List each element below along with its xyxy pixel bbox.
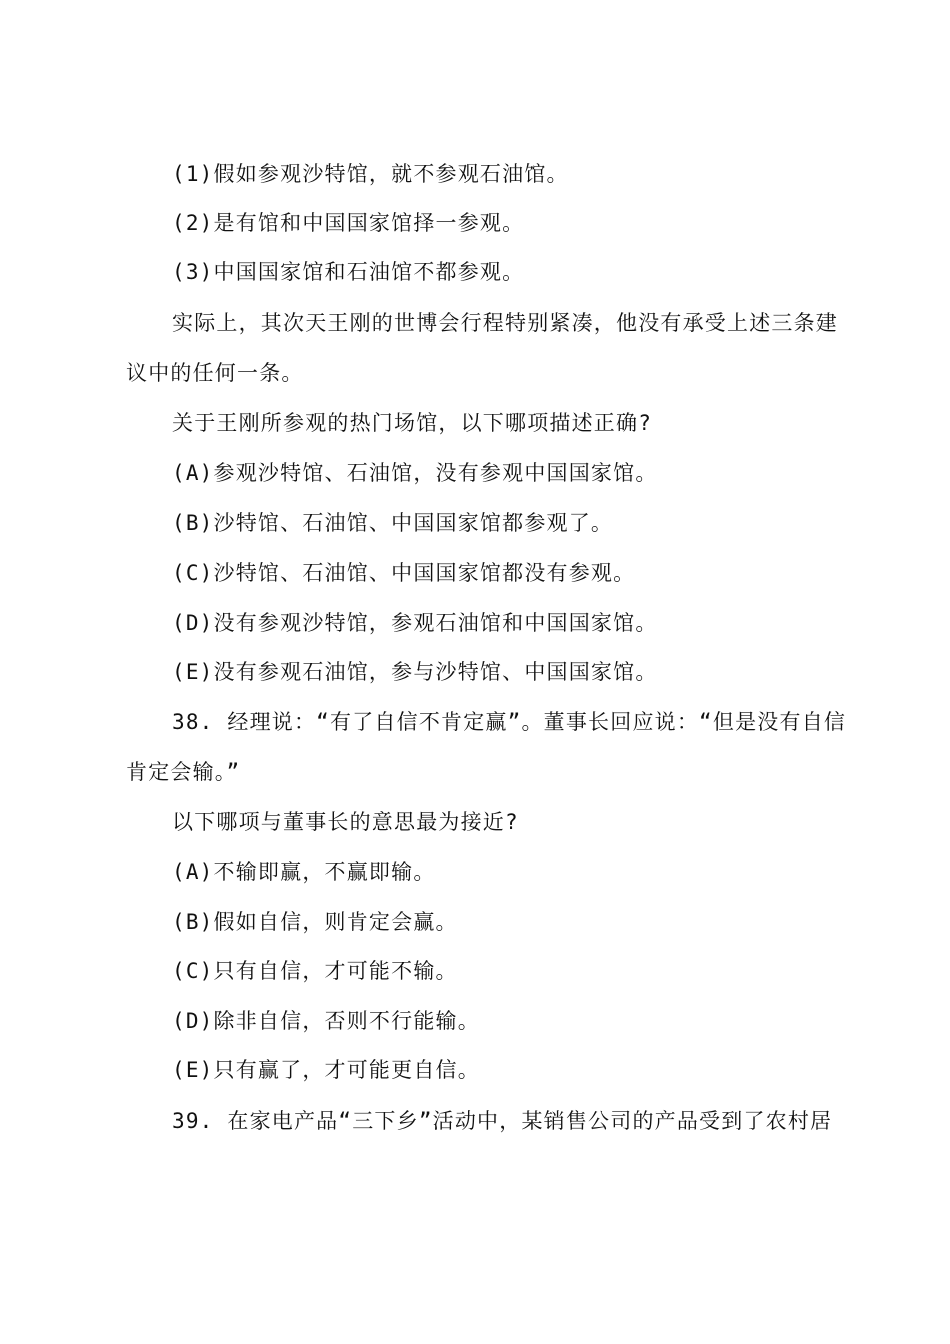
- option-c: (C)只有自信，才可能不输。: [172, 959, 458, 983]
- premise-1: (1)假如参观沙特馆，就不参观石油馆。: [172, 162, 569, 186]
- question-37-prompt: 关于王刚所参观的热门场馆，以下哪项描述正确?: [172, 411, 653, 435]
- option-a: (A)参观沙特馆、石油馆，没有参观中国国家馆。: [172, 461, 658, 485]
- question-38-prompt: 以下哪项与董事长的意思最为接近?: [172, 810, 519, 834]
- option-a: (A)不输即赢，不赢即输。: [172, 860, 436, 884]
- option-e: (E)没有参观石油馆，参与沙特馆、中国国家馆。: [172, 660, 658, 684]
- paragraph-line: 议中的任何一条。: [126, 361, 304, 385]
- option-e: (E)只有赢了，才可能更自信。: [172, 1058, 480, 1082]
- option-d: (D)除非自信，否则不行能输。: [172, 1009, 480, 1033]
- question-38-line: 38. 经理说：“有了自信不肯定赢”。董事长回应说：“但是没有自信: [172, 710, 847, 734]
- option-b: (B)沙特馆、石油馆、中国国家馆都参观了。: [172, 511, 614, 535]
- option-c: (C)沙特馆、石油馆、中国国家馆都没有参观。: [172, 561, 636, 585]
- premise-3: (3)中国国家馆和石油馆不都参观。: [172, 260, 525, 284]
- paragraph-line: 实际上，其次天王刚的世博会行程特别紧凑，他没有承受上述三条建: [172, 311, 838, 335]
- premise-2: (2)是有馆和中国国家馆择一参观。: [172, 211, 525, 235]
- question-39-line: 39. 在家电产品“三下乡”活动中，某销售公司的产品受到了农村居: [172, 1109, 833, 1133]
- option-d: (D)没有参观沙特馆，参观石油馆和中国国家馆。: [172, 611, 658, 635]
- question-38-line: 肯定会输。”: [126, 760, 241, 784]
- option-b: (B)假如自信，则肯定会赢。: [172, 910, 458, 934]
